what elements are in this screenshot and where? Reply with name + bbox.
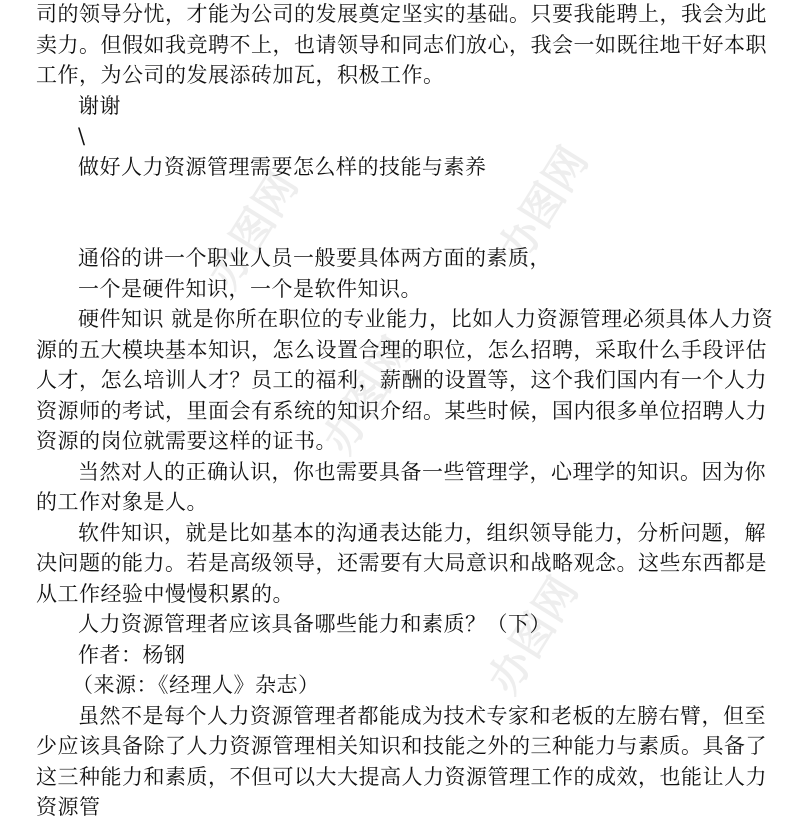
- paragraph-two-qualities: 通俗的讲一个职业人员一般要具体两方面的素质，: [78, 246, 551, 270]
- paragraph-understanding-people: 当然对人的正确认识，你也需要具备一些管理学，心理学的知识。因为你的工作对象是人。: [36, 459, 766, 514]
- watermark-logo: 办图网: [488, 137, 598, 272]
- article-source: （来源：《经理人》杂志）: [72, 673, 320, 697]
- paragraph-hard-knowledge: 硬件知识 就是你所在职位的专业能力，比如人力资源管理必须具体人力资源的五大模块基本知识，怎么设置合理的职位，怎么招聘，采取什么手段评估人才，怎么培训人才？员工的福利，薪酬的设置等，这个我们国内有一个人力资源师的考试，里面会有系统的知识介绍。某些时候，国内很多单位招聘人力资源的岗位就需要这样的证书。: [36, 307, 774, 453]
- blank-line: [36, 213, 782, 244]
- paragraph-closing-remarks: 司的领导分忧，才能为公司的发展奠定坚实的基础。只要我能聘上，我会为此卖力。但假如我竞聘不上，也请领导和同志们放心，我会一如既往地干好本职工作，为公司的发展添砖加瓦，积极工作。: [36, 2, 767, 87]
- paragraph-three-abilities: 虽然不是每个人力资源管理者都能成为技术专家和老板的左膀右臂，但至少应该具备除了人力资源管理相关知识和技能之外的三种能力与素质。具备了这三种能力和素质，不但可以大大提高人力资源管理工作的成效，也能让人力资源管: [36, 703, 767, 819]
- paragraph-thanks: 谢谢: [78, 93, 121, 118]
- watermark-logo: 办图网: [198, 162, 308, 297]
- article-title: 人力资源管理者应该具备哪些能力和素质？（下）: [78, 612, 551, 636]
- watermark-logo: 办图网: [478, 567, 588, 702]
- blank-line: [36, 182, 782, 213]
- document-body: [36, 0, 782, 823]
- paragraph-hard-soft: 一个是硬件知识，一个是软件知识。: [78, 276, 422, 301]
- section-title-hr-skills: 做好人力资源管理需要怎么样的技能与素养: [78, 154, 487, 179]
- article-author: 作者：杨钢: [78, 642, 186, 667]
- paragraph-soft-knowledge: 软件知识，就是比如基本的沟通表达能力，组织领导能力，分析问题，解决问题的能力。若是高级领导，还需要有大局意识和战略观念。这些东西都是从工作经验中慢慢积累的。: [36, 520, 767, 606]
- paragraph-separator: \: [78, 124, 86, 148]
- watermark-logo: 办图网: [313, 327, 423, 462]
